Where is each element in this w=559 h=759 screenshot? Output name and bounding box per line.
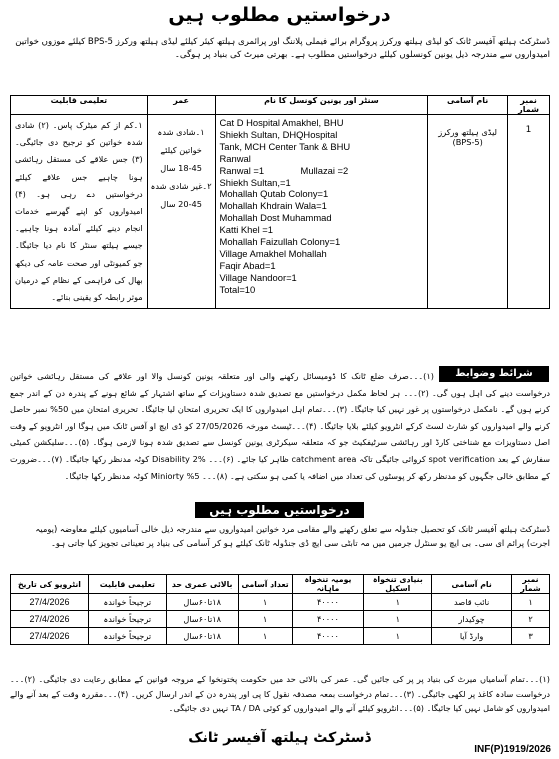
- header-education: تعلیمی قابلیت: [88, 575, 166, 594]
- header-post: نام آسامی: [432, 575, 512, 594]
- page-title: درخواستیں مطلوب ہیں: [168, 4, 391, 26]
- cell-age: ۱۸تا۶۰سال: [166, 611, 238, 628]
- cell-count: ۱: [238, 628, 292, 645]
- table-header-row: [11, 575, 550, 594]
- cell-education: ترجیحاً خواندہ: [88, 594, 166, 611]
- header-pay: یومیہ تنخواہ ماہانہ: [292, 575, 364, 594]
- center-line: Katti Khel =1: [219, 224, 273, 236]
- age-line: 18-45 سال: [160, 163, 202, 173]
- cell-age: ۱۸تا۶۰سال: [166, 628, 238, 645]
- table-row: [11, 611, 550, 628]
- center-line: Mohallah Faizullah Colony=1: [219, 236, 341, 248]
- cell-sn: ۲: [512, 611, 550, 628]
- table-header-row: [11, 96, 550, 115]
- header-sn: نمبر شمار: [508, 96, 550, 115]
- table-row: [11, 115, 550, 309]
- cell-pay: ۴۰۰۰۰: [292, 594, 364, 611]
- cell-post: وارڈ آیا: [432, 628, 512, 645]
- cell-scale: ۱: [364, 628, 432, 645]
- center-line: Ranwal: [219, 152, 251, 164]
- center-line: Shiekh Sultan,=1: [219, 176, 291, 188]
- center-total: Total=10: [219, 283, 256, 295]
- center-line: Mohallah Qutab Colony=1: [219, 188, 329, 200]
- cell-pay: ۴۰۰۰۰: [292, 611, 364, 628]
- section2-heading-text: درخواستیں مطلوب ہیں: [195, 502, 363, 518]
- row-centers: [215, 115, 428, 309]
- cell-sn: ۱: [512, 594, 550, 611]
- header-education: تعلیمی قابلیت: [11, 96, 148, 115]
- row-age: [147, 115, 215, 309]
- cell-sn: ۳: [512, 628, 550, 645]
- header-interview-date: انٹرویو کی تاریخ: [11, 575, 89, 594]
- center-line: Shiekh Sultan, DHQHospital: [219, 128, 338, 140]
- cell-education: ترجیحاً خواندہ: [88, 628, 166, 645]
- age-line: ۲۔غیر شادی شدہ: [150, 181, 212, 191]
- table-row: [11, 628, 550, 645]
- cell-date: 27/4/2026: [11, 628, 89, 645]
- lhw-posts-table: [10, 95, 550, 309]
- row-post: لیڈی ہیلتھ ورکرز (BPS-5): [428, 115, 508, 309]
- header-count: تعداد آسامی: [238, 575, 292, 594]
- conditions-paragraph: [10, 368, 550, 484]
- footer-notes: (۱)۔۔۔تمام آسامیاں میرٹ کی بنیاد پر پر کی جائیں گی۔ عمر کی بالائی حد میں حکومت پختونخوا کے مروجہ قوانین کے مطابق رعایت دی جائیگی۔ (۲)۔۔۔ درخواست سادہ کاغذ پر لکھی جائیگی۔ (۳)۔۔۔تمام درخواست بمعہ مصدقہ نقول کا پی اور پندرہ دن کے اندر ارسال کریں۔ (۴)۔۔۔مقررہ وقت کے بعد آنے والے امیدواروں کو شامل نہیں کیا جائیگا۔ (۵)۔۔۔انٹرویو کیلئے آنے والے امیدواروں کو کوئی TA / DA نہیں دی جائیگی۔: [10, 674, 550, 713]
- cell-count: ۱: [238, 594, 292, 611]
- center-line: Mohallah Khdrain Wala=1: [219, 200, 327, 212]
- header-age-limit: بالائی عمری حد: [166, 575, 238, 594]
- conditions-heading: شرائط وضوابط: [439, 366, 549, 382]
- section2-intro: ڈسٹرکٹ ہیلتھ آفیسر ٹانک کو تحصیل جنڈولہ سے تعلق رکھنے والے مقامی مرد خواتین امیدواروں سے مندرجہ ذیل خالی آسامیوں کیلئے معاوضہ (یومیہ اجرت) پرائم ای سی۔ بی ایچ یو سنٹرل جرمیں میں مہ تابٹی سی ایچ ڈی جنڈولہ ٹانک کیلئے ہو کر آسامی کی بنیاد پر تعیناتی تجویز کیا جاتی ہو۔: [35, 524, 550, 548]
- cell-age: ۱۸تا۶۰سال: [166, 594, 238, 611]
- cell-post: چوکیدار: [432, 611, 512, 628]
- row-education: ۱۔کم از کم میٹرک پاس۔ (۲) شادی شدہ خواتین کو ترجیح دی جائیگی۔ (۳) جس علاقے کی مستقل رہائشی ہونا چاہیے جس علاقے کیلئے درخواستیں دے رہی ہو۔ (۴) امیدواروں کو اپنے گھرسے خدمات انجام دینے کیلئے آمادہ ہونا چاہیے۔ جیسے ہیلتھ سنٹر کا نام دیا جائیگا۔ جو کمیونٹی اور صحت عامہ کی دیکھ بھال کی فراہمی کے نظام کے درمیان موثر رابطہ کو یقینی بنائے۔: [11, 115, 148, 309]
- row-sn: 1: [508, 115, 550, 309]
- conditions-text: (۱)۔۔۔صرف ضلع ٹانک کا ڈومیسائل رکھنے والی اور متعلقہ یونین کونسل والا اور علاقے کی مستقل رہائشی خواتین درخواست دینے کی اہل ہوں گی۔ (۲)۔۔۔ ہر لحاظ مکمل درخواستیں مع تصدیق شدہ دستاویزات کے ساتھ اشتہار کے شائع ہونے کے پندرہ دن کے اندر جمع کرنے ہوں گے۔ نامکمل درخواستوں پر غور نہیں کیا جائیگا۔ (۳)۔۔۔تمام اہل امیدواروں کا ایک تحریری امتحان لیا جائیگا۔ تحریری امتحان میں 50% نمبر حاصل کرنے والے امیدواروں کو شارٹ لسٹ کرکے انٹرویو کیلئے بلایا جائیگا۔ (۴)۔۔۔ٹیسٹ مورخہ 27/05/2026 کو ڈی ایچ او آفس ٹانک میں ہوگا اور انٹرویو کے وقت اصل دستاویزات مع شناختی کارڈ اور رہائشی سرٹیفکیٹ جو کہ متعلقہ سیکرٹری یونین کونسل سے تصدیق شدہ ہونا لازمی ہوگا۔ (۵)۔۔۔سلیکشن کمیٹی سفارش کے بعد spot verification کروائی جائیگی تاکہ catchment area ظاہر کیا جائے۔ (۶)۔۔۔ Disability 2% کوٹہ مدنظر رکھا جائیگا۔ (۷)۔۔۔ضرورت کے مطابق خالی جگہوں کو مدنظر رکھ کر پوسٹوں کی تعداد میں اضافہ یا کمی ہو سکتی ہے۔ (۸)۔۔۔ 5% Miniorty کوٹہ مدنظر رکھا جائیگا۔: [10, 371, 550, 481]
- header-centers: سنٹر اور یونین کونسل کا نام: [215, 96, 428, 115]
- daily-wage-posts-table: [10, 574, 550, 645]
- header-age: عمر: [147, 96, 215, 115]
- center-line: Village Nandoor=1: [219, 271, 297, 283]
- cell-scale: ۱: [364, 594, 432, 611]
- intro-paragraph: ڈسٹرکٹ ہیلتھ آفیسر ٹانک کو لیڈی ہیلتھ ورکرز پروگرام برائے فیملی پلاننگ اور پرائمری ہیلتھ کیئر کیلئے لیڈی ہیلتھ ورکرز BPS-5 کیلئے موزوں خواتین امیدواروں سے مندرجہ ذیل یونین کونسلوں کیلئے درخواستیں مطلوب ہے۔ بھرتی میرٹ کی بنیاد پر ہوگی۔: [15, 37, 550, 60]
- section2-heading: [0, 503, 559, 517]
- center-line: Mohallah Dost Muhammad: [219, 212, 332, 224]
- center-line: Faqir Abad=1: [219, 259, 276, 271]
- cell-date: 27/4/2026: [11, 611, 89, 628]
- cell-pay: ۴۰۰۰۰: [292, 628, 364, 645]
- signature-district-health-officer: ڈسٹرکٹ ہیلتھ آفیسر ٹانک: [188, 730, 371, 746]
- cell-count: ۱: [238, 611, 292, 628]
- center-line: Cat D Hospital Amakhel, BHU: [219, 117, 344, 128]
- header-post: نام آسامی: [428, 96, 508, 115]
- advertisement-reference: INF(P)1919/2026: [474, 744, 551, 755]
- age-line: خواتین کیلئے: [160, 145, 202, 155]
- table-row: [11, 594, 550, 611]
- cell-education: ترجیحاً خواندہ: [88, 611, 166, 628]
- cell-scale: ۱: [364, 611, 432, 628]
- center-line: Village Amakhel Mohallah: [219, 247, 327, 259]
- age-line: ۱۔شادی شدہ: [157, 127, 205, 137]
- header-scale: بنیادی تنخواہ اسکیل: [364, 575, 432, 594]
- header-sn: نمبر شمار: [512, 575, 550, 594]
- center-line: Ranwal =1 Mullazai =2: [219, 164, 349, 176]
- age-line: 20-45 سال: [160, 199, 202, 209]
- cell-post: نائب قاصد: [432, 594, 512, 611]
- cell-date: 27/4/2026: [11, 594, 89, 611]
- center-line: Tank, MCH Center Tank & BHU: [219, 140, 351, 152]
